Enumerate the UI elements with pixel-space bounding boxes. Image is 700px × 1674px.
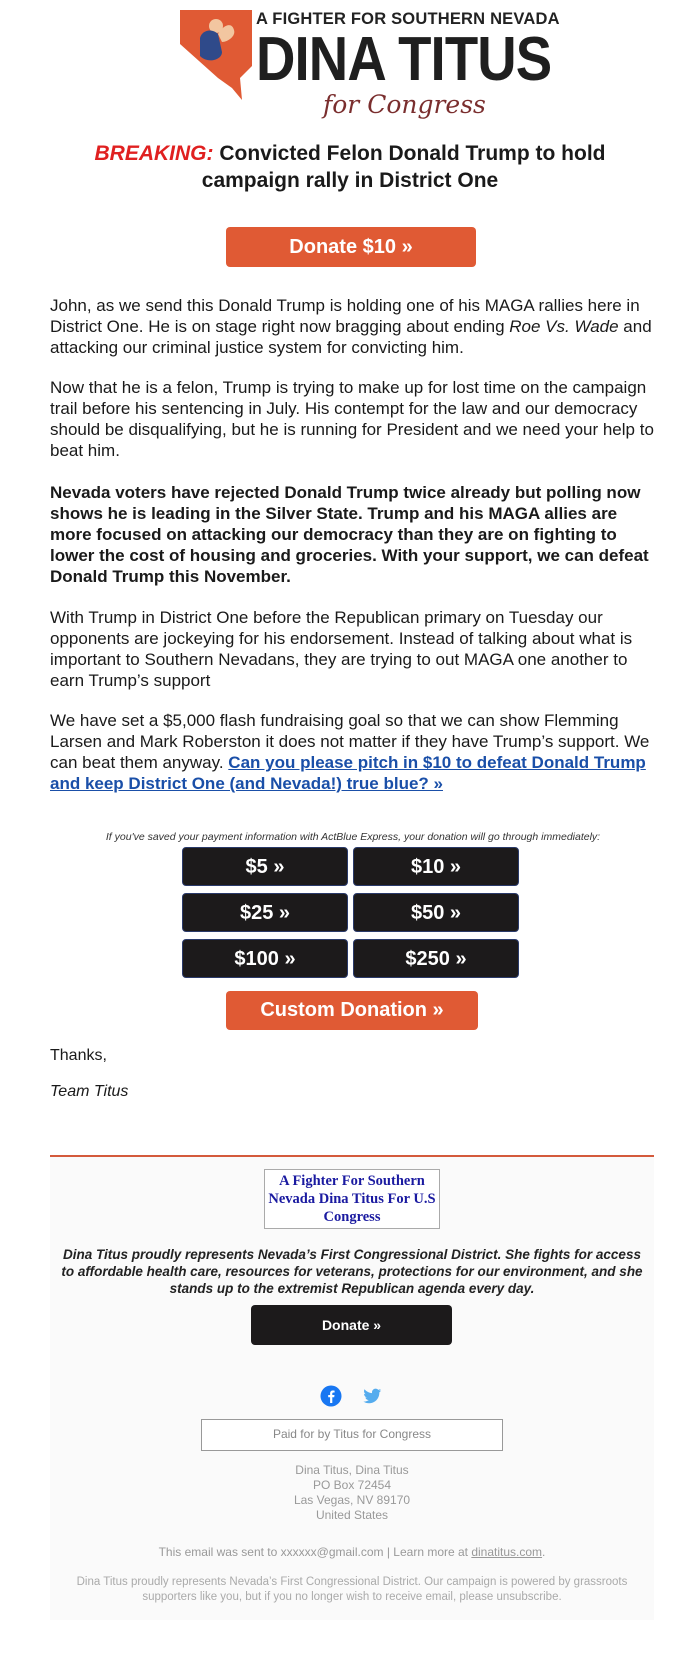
footer-donate-button[interactable]: Donate » (251, 1305, 452, 1345)
paragraph-1-text-a: John, as we send this Donald Trump is holding one of his MAGA rallies here in District One. He is on stage right now bragging about ending (50, 296, 640, 336)
pitch-in-link[interactable]: Can you please pitch in $10 to defeat Donald Trump and keep District One (and Nevada!) true blue? » (50, 753, 646, 793)
logo-name: DINA TITUS (256, 25, 552, 94)
footer-description: Dina Titus proudly represents Nevada’s First Congressional District. She fights for access to affordable health care, resources for veterans, protections for our environment, and she stands up to the extremist Republican agenda every day. (61, 1247, 643, 1296)
mailing-address (50, 1463, 654, 1523)
custom-donation-button[interactable]: Custom Donation » (226, 991, 478, 1030)
nevada-state-icon (178, 8, 254, 102)
headline (60, 140, 640, 194)
sent-suffix: . (542, 1545, 546, 1559)
website-link[interactable]: dinatitus.com (471, 1545, 543, 1559)
donate-100-button[interactable]: $100 » (182, 939, 348, 978)
address-line: United States (315, 1508, 389, 1522)
sent-to-line (50, 1545, 654, 1559)
address-line: Las Vegas, NV 89170 (293, 1493, 411, 1507)
footer-logo-image[interactable]: A Fighter For Southern Nevada Dina Titus For U.S Congress (264, 1169, 440, 1229)
unsubscribe-text: Dina Titus proudly represents Nevada’s First Congressional District. Our campaign is powered by grassroots supporters like you, but if you no longer wish to receive email, please unsubscribe. (76, 1576, 628, 1603)
sent-mid: | Learn more at (383, 1545, 472, 1559)
paid-for-box: Paid for by Titus for Congress (201, 1419, 503, 1451)
paragraph-4: With Trump in District One before the Republican primary on Tuesday our opponents are jockeying for his endorsement. Instead of talking about what is important to Southern Nevadans, they are trying to out MAGA one another to earn Trump’s support (50, 608, 633, 690)
actblue-note: If you've saved your payment information with ActBlue Express, your donation will go through immediately: (105, 831, 601, 843)
breaking-label: BREAKING: (94, 142, 214, 165)
paragraph-1-emphasis: Roe Vs. Wade (509, 317, 619, 336)
paragraph-2: Now that he is a felon, Trump is trying to make up for lost time on the campaign trail before his sentencing in July. His contempt for the law and our democracy should be disqualifying, but he is running for President and we need your help to beat him. (50, 378, 654, 460)
headline-text: Convicted Felon Donald Trump to hold campaign rally in District One (201, 142, 606, 192)
donate-10-amount-button[interactable]: $10 » (353, 847, 519, 886)
donate-250-button[interactable]: $250 » (353, 939, 519, 978)
donate-10-button[interactable]: Donate $10 » (226, 227, 476, 267)
paragraph-5 (50, 710, 656, 794)
paragraph-5-text: We have set a $5,000 flash fundraising goal so that we can show Flemming Larsen and Mark Roberston it does not matter if they have Trump’s support. We can beat them anyway. (50, 711, 650, 772)
campaign-logo (178, 8, 560, 120)
sent-prefix: This email was sent to (158, 1545, 281, 1559)
paragraph-1 (50, 295, 656, 358)
donate-25-button[interactable]: $25 » (182, 893, 348, 932)
facebook-icon[interactable] (320, 1385, 342, 1407)
logo-subtitle: for Congress (323, 90, 486, 119)
paragraph-3: Nevada voters have rejected Donald Trump twice already but polling now shows he is leading in the Silver State. Trump and his MAGA allies are more focused on attacking our democracy than they are on fighting to lower the cost of housing and groceries. With your support, we can defeat Donald Trump this November. (50, 483, 649, 586)
twitter-icon[interactable] (361, 1385, 383, 1407)
donate-5-button[interactable]: $5 » (182, 847, 348, 886)
signature: Team Titus (50, 1083, 129, 1100)
recipient-email: xxxxxx@gmail.com (280, 1545, 384, 1559)
thanks-text: Thanks, (50, 1047, 107, 1064)
address-line: PO Box 72454 (312, 1478, 392, 1492)
address-line: Dina Titus, Dina Titus (295, 1463, 409, 1477)
footer (50, 1157, 654, 1620)
logo-tagline: A FIGHTER FOR SOUTHERN NEVADA (256, 10, 560, 28)
donate-50-button[interactable]: $50 » (353, 893, 519, 932)
paragraph-1-text-b: and attacking our criminal justice system for convicting him. (50, 317, 652, 357)
